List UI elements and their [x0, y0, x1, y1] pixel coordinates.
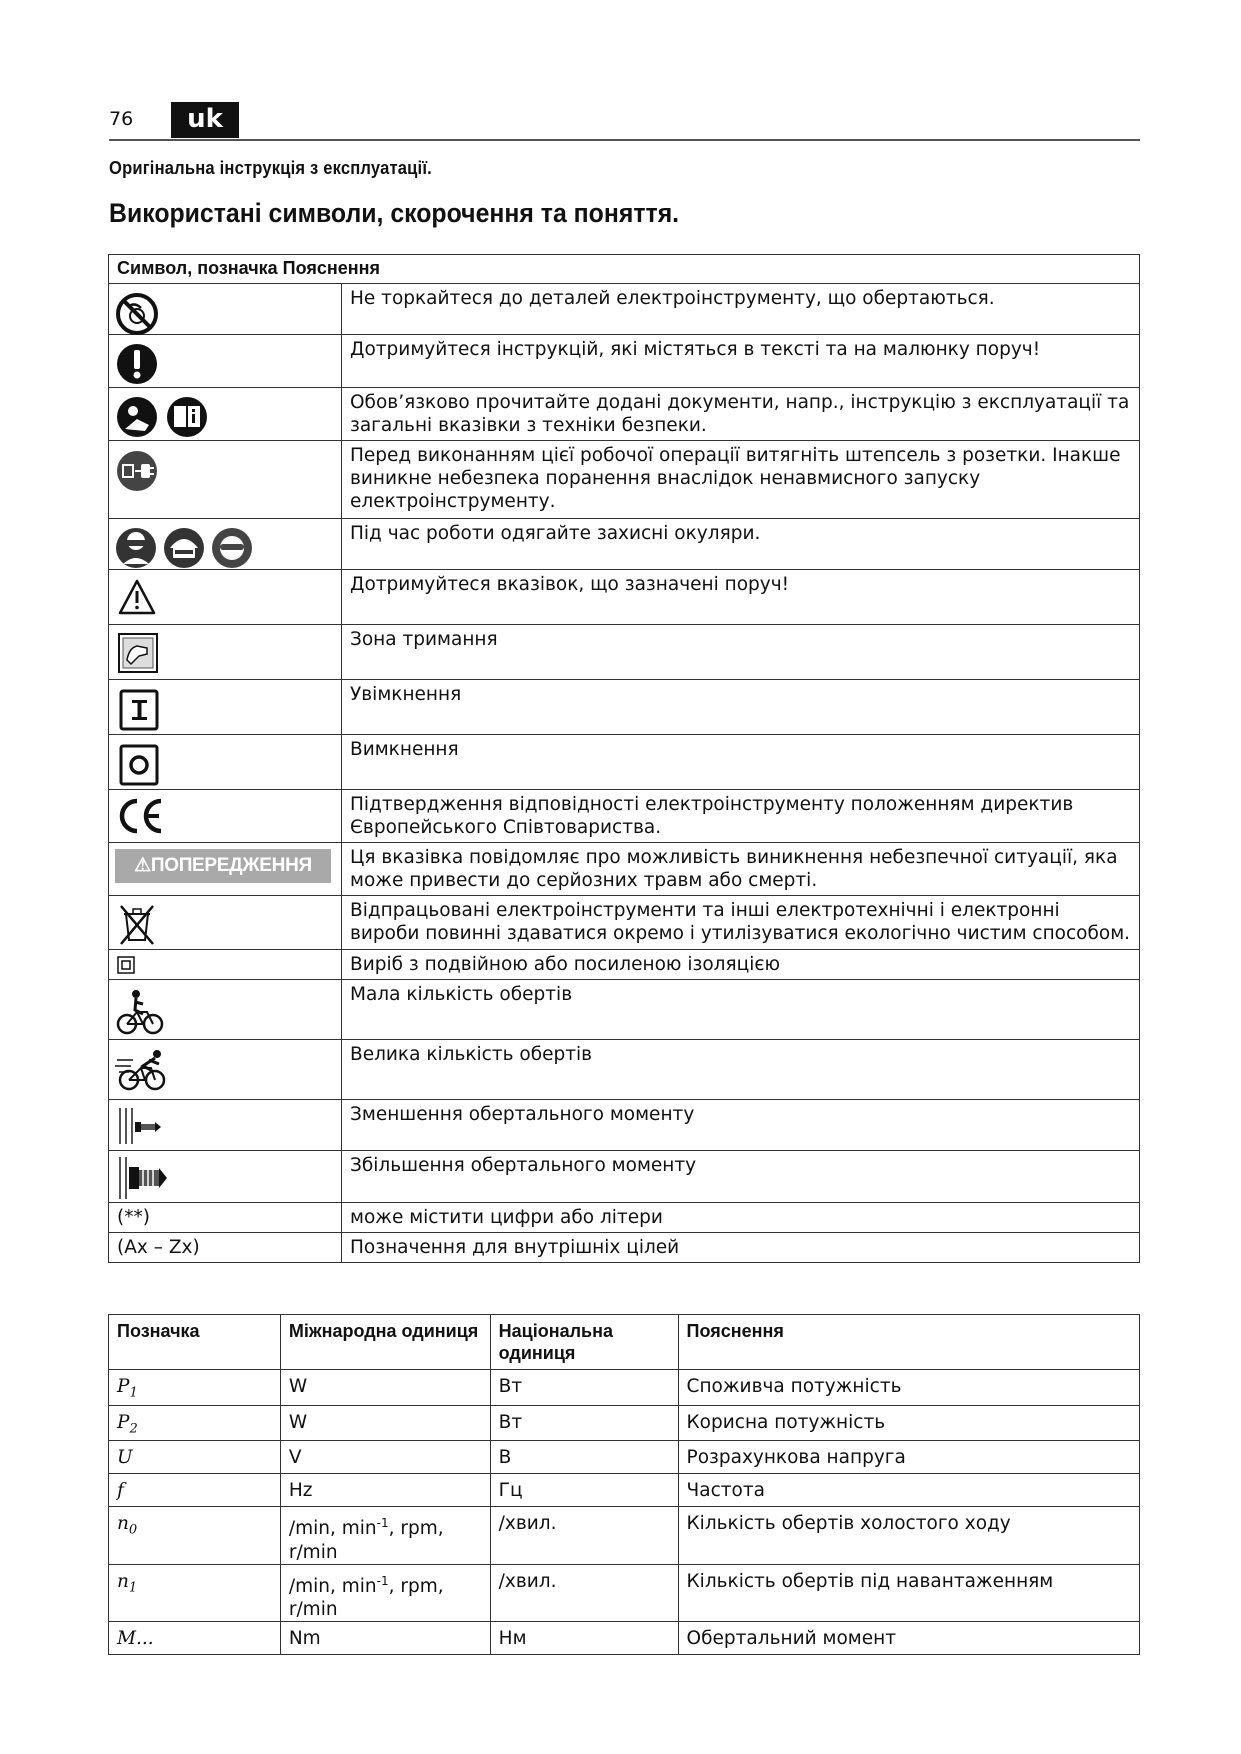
- section-title: Використані символи, скорочення та поняття.: [109, 198, 680, 228]
- ce-mark-icon: [117, 796, 165, 836]
- table-row: [109, 950, 1140, 980]
- table-row: [109, 388, 1140, 441]
- power-on-icon: [119, 689, 159, 731]
- unit-explanation: Споживча потужність: [678, 1370, 1139, 1406]
- table-row: [109, 519, 1140, 570]
- national-unit: Вт: [490, 1405, 678, 1441]
- unit-explanation: Частота: [678, 1474, 1139, 1507]
- symbol-description: Збільшення обертального моменту: [342, 1151, 1140, 1203]
- unit-symbol: $n_0$: [109, 1507, 281, 1564]
- header-national-unit: Національна одиниця: [490, 1315, 678, 1370]
- warning-badge: ⚠ПОПЕРЕДЖЕННЯ: [115, 849, 331, 883]
- large-screw-icon: [117, 1155, 169, 1201]
- document-subtitle: Оригінальна інструкція з експлуатації.: [109, 158, 432, 178]
- page-number: 76: [109, 108, 134, 130]
- protective-gear-icon: [115, 526, 263, 570]
- table-row: [109, 335, 1140, 388]
- table-row: [109, 1564, 1140, 1621]
- table-row: [109, 1621, 1140, 1654]
- national-unit: /хвил.: [490, 1507, 678, 1564]
- header-intl-unit: Міжнародна одиниця: [280, 1315, 490, 1370]
- exclamation-icon: [115, 342, 159, 386]
- slow-bicycle-icon: [115, 986, 165, 1036]
- symbol-description: Під час роботи одягайте захисні окуляри.: [342, 519, 1140, 570]
- symbol-text: (Ax – Zx): [109, 1233, 342, 1263]
- symbol-description: Ця вказівка повідомляє про можливість виникнення небезпечної ситуації, яка може привести до серйозних травм або смерті.: [342, 843, 1140, 896]
- symbol-description: Відпрацьовані електроінструменти та інші електротехнічні і електронні вироби повинні здаватися окремо і утилізуватися екологічно чистим способом.: [342, 896, 1140, 950]
- table-row: [109, 625, 1140, 680]
- table-row: [109, 735, 1140, 790]
- symbol-description: Перед виконанням цієї робочої операції витягніть штепсель з розетки. Інакше виникне небезпека поранення внаслідок ненавмисного запуску електроінструменту.: [342, 441, 1140, 519]
- intl-unit: /min, $\min^{-1}$, rpm, r/min: [280, 1564, 490, 1621]
- symbol-description: Виріб з подвійною або посиленою ізоляцією: [342, 950, 1140, 980]
- table-row: [109, 980, 1140, 1040]
- small-screw-icon: [117, 1106, 163, 1146]
- table-row: [109, 790, 1140, 843]
- intl-unit: Hz: [280, 1474, 490, 1507]
- table-row: [109, 570, 1140, 625]
- table-row: [109, 1507, 1140, 1564]
- intl-unit: V: [280, 1441, 490, 1474]
- national-unit: Нм: [490, 1621, 678, 1654]
- no-touch-rotating-icon: [115, 292, 159, 336]
- unit-symbol: U: [109, 1441, 281, 1474]
- national-unit: /хвил.: [490, 1564, 678, 1621]
- table-row: [109, 843, 1140, 896]
- table-row: [109, 896, 1140, 950]
- weee-bin-icon: [115, 902, 159, 946]
- table-row: [109, 680, 1140, 735]
- symbol-description: Велика кількість обертів: [342, 1040, 1140, 1100]
- unit-symbol: $n_1$: [109, 1564, 281, 1621]
- symbol-description: Дотримуйтеся вказівок, що зазначені поруч!: [342, 570, 1140, 625]
- table-row: [109, 1040, 1140, 1100]
- intl-unit: W: [280, 1405, 490, 1441]
- table-row: [109, 1203, 1140, 1233]
- symbol-text: (**): [109, 1203, 342, 1233]
- table-row: [109, 1441, 1140, 1474]
- symbol-description: Позначення для внутрішніх цілей: [342, 1233, 1140, 1263]
- unit-symbol: $P_1$: [109, 1370, 281, 1406]
- intl-unit: W: [280, 1370, 490, 1406]
- unit-symbol: f: [109, 1474, 281, 1507]
- symbol-description: Дотримуйтеся інструкцій, які містяться в тексті та на малюнку поруч!: [342, 335, 1140, 388]
- table-row: [109, 284, 1140, 335]
- table-row: [109, 1100, 1140, 1151]
- header-symbol: Позначка: [109, 1315, 281, 1370]
- unplug-icon: [115, 449, 159, 493]
- symbol-description: Вимкнення: [342, 735, 1140, 790]
- symbol-description: Не торкайтеся до деталей електроінструменту, що обертаються.: [342, 284, 1140, 335]
- table-row: [109, 1151, 1140, 1203]
- table-row: [109, 1405, 1140, 1441]
- symbol-description: Мала кількість обертів: [342, 980, 1140, 1040]
- national-unit: В: [490, 1441, 678, 1474]
- page-header: [109, 102, 1140, 141]
- unit-explanation: Кількість обертів під навантаженням: [678, 1564, 1139, 1621]
- header-explanation: Пояснення: [678, 1315, 1139, 1370]
- fast-bicycle-icon: [115, 1046, 171, 1092]
- national-unit: Гц: [490, 1474, 678, 1507]
- unit-explanation: Кількість обертів холостого ходу: [678, 1507, 1139, 1564]
- language-tag: uk: [171, 102, 239, 138]
- table-header-row: [109, 1315, 1140, 1370]
- symbol-description: може містити цифри або літери: [342, 1203, 1140, 1233]
- symbol-description: Увімкнення: [342, 680, 1140, 735]
- intl-unit: /min, $\min^{-1}$, rpm, r/min: [280, 1507, 490, 1564]
- table-row: [109, 1233, 1140, 1263]
- warning-triangle-icon: [117, 578, 157, 616]
- power-off-icon: [119, 744, 159, 786]
- unit-symbol: $P_2$: [109, 1405, 281, 1441]
- unit-explanation: Обертальний момент: [678, 1621, 1139, 1654]
- table-header-row: [109, 255, 1140, 284]
- symbol-description: Зменшення обертального моменту: [342, 1100, 1140, 1151]
- double-insulation-icon: [117, 956, 135, 974]
- unit-explanation: Розрахункова напруга: [678, 1441, 1139, 1474]
- symbol-description: Підтвердження відповідності електроінструменту положенням директив Європейського Співтовариства.: [342, 790, 1140, 843]
- units-table: [108, 1314, 1140, 1655]
- symbol-description: Зона тримання: [342, 625, 1140, 680]
- symbol-description: Обов’язково прочитайте додані документи, напр., інструкцію з експлуатації та загальні вказівки з техніки безпеки.: [342, 388, 1140, 441]
- unit-symbol: M...: [109, 1621, 281, 1654]
- unit-explanation: Корисна потужність: [678, 1405, 1139, 1441]
- table-row: [109, 1370, 1140, 1406]
- table-row: [109, 441, 1140, 519]
- read-manual-icon: [115, 395, 211, 439]
- national-unit: Вт: [490, 1370, 678, 1406]
- symbols-table: [108, 254, 1140, 1263]
- table-row: [109, 1474, 1140, 1507]
- intl-unit: Nm: [280, 1621, 490, 1654]
- symbols-header: Символ, позначка Пояснення: [109, 255, 1140, 284]
- grip-zone-icon: [117, 632, 159, 674]
